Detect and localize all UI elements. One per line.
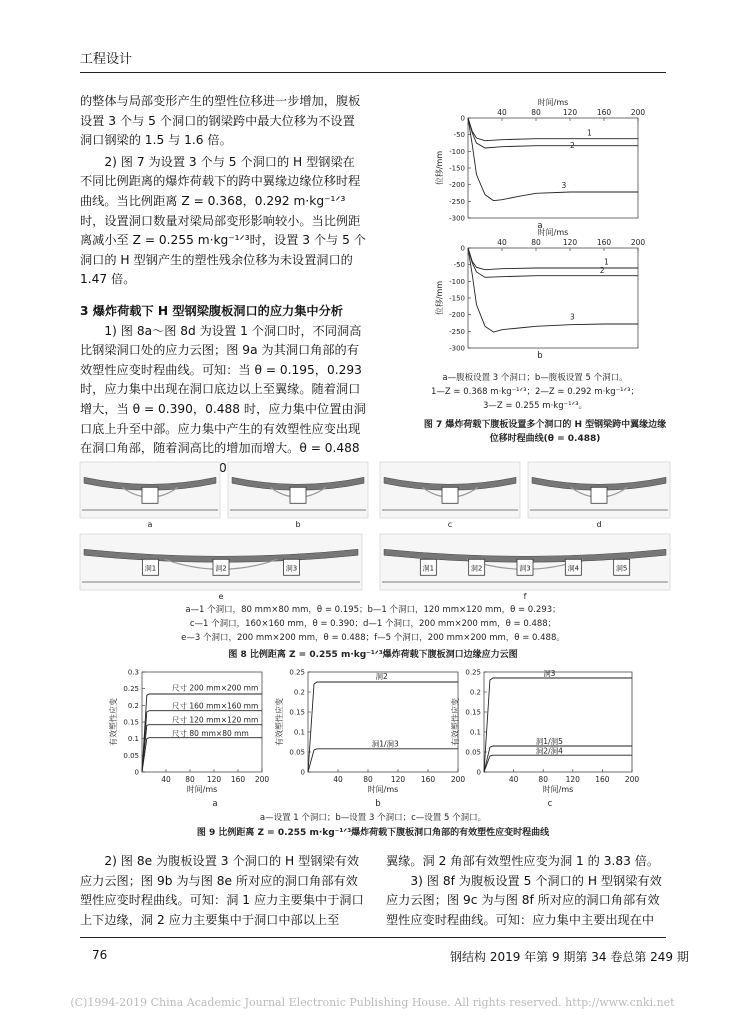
fig9b-label: b	[375, 799, 381, 809]
paragraph: 3) 图 8f 为腹板设置 5 个洞口的 H 型钢梁有效应力云图；图 9c 为与图 8f 所对应的洞口角部有效塑性应变时程曲线。可知：应力集中主要出现在中	[386, 873, 662, 927]
x-tick-label: 40	[333, 775, 343, 784]
y-axis-label: 有效塑性应变	[275, 698, 284, 746]
y-tick-label: 0.1	[293, 728, 305, 737]
series-line	[468, 118, 638, 141]
y-tick-label: 0.2	[127, 701, 139, 710]
x-tick-label: 160	[595, 775, 610, 784]
y-tick-label: 0	[460, 244, 465, 253]
series-line	[468, 248, 638, 332]
series-label: 1	[587, 128, 592, 138]
panel-label: b	[295, 520, 301, 529]
x-tick-label: 120	[206, 775, 222, 784]
x-tick-label: 40	[508, 775, 519, 784]
y-tick-label: 0.25	[465, 668, 481, 677]
fig7-caption: 图 7 爆炸荷载下腹板设置多个洞口的 H 型钢梁跨中翼缘边缘位移时程曲线(θ = 0.488)	[423, 420, 667, 444]
x-tick-label: 80	[538, 775, 548, 784]
copyright-line: (C)1994-2019 China Academic Journal Electronic Publishing House. All rights reserved. http://www.cnki.net	[70, 996, 675, 1009]
page-number: 76	[92, 948, 108, 962]
section-heading: 3 爆炸荷载下 H 型钢梁腹板洞口的应力集中分析	[80, 303, 343, 318]
series-label: 尺寸 200 mm×200 mm	[172, 683, 259, 693]
paragraph: 2) 图 7 为设置 3 个与 5 个洞口的 H 型钢梁在不同比例距离的爆炸荷载下的跨中翼缘边缘位移时程曲线。当比例距离 Z = 0.368，0.292 m·kg⁻¹ᐟ³时，设置洞口数量对梁局部变形影响较小。当比例距离减小至 Z = 0.255 m·kg⁻¹ᐟ³时，设置 3 个与 5 个洞口的 H 型钢产生的塑性残余位移为未设置洞口的 1.47 倍。	[80, 154, 366, 287]
figure-9-charts	[109, 664, 652, 804]
y-tick-label: 0.25	[289, 668, 305, 677]
x-tick-label: 80	[531, 108, 541, 117]
series-label: 尺寸 120 mm×120 mm	[172, 715, 259, 725]
panel-label: c	[447, 520, 453, 529]
series-label: 洞1/洞3	[371, 739, 399, 749]
journal-info: 钢结构 2019 年第 9 期第 34 卷总第 249 期	[450, 950, 689, 964]
series-label: 洞3	[543, 669, 556, 678]
y-axis-label: 位移/mm	[435, 150, 444, 186]
y-tick-label: 0.1	[469, 728, 481, 737]
y-axis-label: 有效塑性应变	[109, 698, 118, 746]
y-tick-label: 0	[300, 768, 305, 777]
y-tick-label: 0.15	[289, 708, 305, 717]
y-tick-label: 0	[476, 768, 481, 777]
y-tick-label: 0.3	[127, 668, 139, 677]
panel-label: d	[596, 520, 602, 529]
y-tick-label: 0.2	[293, 688, 305, 697]
y-tick-label: 0.05	[465, 748, 481, 757]
y-tick-label: -50	[453, 261, 465, 270]
y-tick-label: -200	[449, 311, 465, 320]
x-axis-label: 时间/ms	[537, 228, 569, 237]
fig8-legend: e—3 个洞口，200 mm×200 mm，θ = 0.488；f—5 个洞口，200 mm×200 mm，θ = 0.488。	[181, 633, 565, 643]
series-line	[308, 682, 458, 772]
paragraph: 1) 图 8a～图 8d 为设置 1 个洞口时，不同洞高比钢梁洞口处的应力云图；图 9a 为其洞口角部的有效塑性应变时程曲线。可知：当 θ = 0.195，0.293 时，应力集中出现在洞口底边以上至翼缘。随着洞口增大，当 θ = 0.390，0.488 时，应力集中位置由洞口底上升至中部。应力集中产生的有效塑性应变出现在洞口角部，随着洞高比的增加而增大。θ = 0.488	[80, 323, 366, 456]
x-tick-label: 120	[562, 238, 578, 247]
x-axis-label: 时间/ms	[186, 785, 218, 794]
series-line	[468, 248, 638, 270]
fig8-caption: 图 8 比例距离 Z = 0.255 m·kg⁻¹ᐟ³爆炸荷载下腹板洞口边缘应力云图	[228, 650, 518, 660]
series-line	[142, 738, 262, 772]
series-label: 2	[599, 266, 605, 275]
running-header: 工程设计	[80, 52, 133, 67]
series-label: 尺寸 80 mm×80 mm	[172, 729, 249, 738]
series-label: 2	[570, 141, 575, 150]
fig9a-label: a	[212, 799, 218, 809]
y-tick-label: 0	[460, 114, 465, 123]
header-rule	[80, 72, 666, 73]
x-tick-label: 160	[596, 108, 612, 117]
plot-frame	[468, 248, 638, 348]
fig7b-label: b	[537, 351, 543, 361]
series-line	[308, 749, 458, 772]
web-hole	[591, 487, 607, 503]
series-label: 洞2	[375, 671, 388, 681]
hole-label: 洞3	[285, 564, 298, 573]
plot-frame	[468, 118, 638, 218]
y-tick-label: 0.05	[289, 748, 305, 757]
x-tick-label: 120	[565, 775, 580, 784]
y-tick-label: -250	[449, 197, 465, 206]
y-axis-label: 有效塑性应变	[451, 698, 460, 746]
paragraph: 翼缘。洞 2 角部有效塑性应变为洞 1 的 3.83 倍。	[386, 854, 660, 868]
x-tick-label: 80	[363, 775, 373, 784]
x-tick-label: 200	[254, 775, 270, 784]
y-tick-label: -300	[449, 344, 465, 353]
y-tick-label: -100	[449, 277, 465, 286]
fig7-legend: 3—Z = 0.255 m·kg⁻¹ᐟ³。	[483, 401, 587, 411]
x-tick-label: 160	[596, 238, 612, 247]
fig8-contours	[80, 462, 670, 602]
y-tick-label: 0.2	[469, 688, 481, 697]
fig7b-plot	[434, 227, 645, 353]
hole-label: 洞2	[215, 564, 227, 573]
panel-label: e	[218, 592, 224, 601]
hole-label: 洞4	[567, 564, 580, 573]
x-tick-label: 120	[562, 108, 578, 117]
x-tick-label: 40	[497, 108, 507, 117]
x-axis-label: 时间/ms	[367, 785, 399, 794]
series-line	[468, 118, 638, 201]
hole-label: 洞2	[470, 564, 483, 573]
y-tick-label: -200	[449, 181, 465, 190]
fig7-legend: a—腹板设置 3 个洞口；b—腹板设置 5 个洞口。	[442, 373, 628, 383]
series-label: 3	[570, 312, 575, 322]
panel-label: a	[147, 520, 153, 529]
web-hole	[290, 487, 306, 503]
x-tick-label: 40	[161, 775, 171, 784]
x-tick-label: 160	[230, 775, 246, 784]
fig7-legend: 1—Z = 0.368 m·kg⁻¹ᐟ³；2—Z = 0.292 m·kg⁻¹ᐟ³；	[431, 387, 639, 397]
x-tick-label: 80	[531, 238, 541, 247]
x-tick-label: 120	[390, 775, 406, 784]
x-tick-label: 80	[185, 775, 195, 784]
fig7a-plot	[434, 97, 645, 223]
hole-label: 洞5	[615, 564, 628, 573]
web-hole	[142, 487, 158, 503]
hole-label: 洞1	[422, 564, 435, 573]
fig9c-label: c	[547, 799, 553, 809]
series-line	[484, 678, 632, 772]
panel-label: f	[523, 592, 527, 601]
plot-frame	[308, 672, 458, 772]
hole-label: 洞3	[519, 564, 531, 573]
series-line	[484, 755, 632, 772]
bottom-left-column	[80, 852, 366, 930]
series-label: 洞1/洞5	[535, 737, 563, 746]
series-line	[468, 118, 638, 148]
y-tick-label: 0	[134, 768, 139, 777]
y-tick-label: -150	[449, 294, 465, 303]
y-tick-label: -300	[449, 214, 465, 223]
x-tick-label: 40	[497, 238, 507, 247]
footer-rule	[80, 937, 666, 938]
paragraph: 的整体与局部变形产生的塑性位移进一步增加，腹板设置 3 个与 5 个洞口的钢梁跨中最大位移为不设置洞口钢梁的 1.5 与 1.6 倍。	[80, 94, 361, 148]
y-tick-label: 0.25	[123, 685, 139, 694]
hole-label: 洞1	[144, 564, 157, 573]
series-label: 3	[561, 181, 567, 190]
series-label: 尺寸 160 mm×160 mm	[172, 701, 259, 711]
x-tick-label: 200	[630, 108, 646, 117]
series-line	[468, 248, 638, 277]
fig8-legend: a—1 个洞口，80 mm×80 mm，θ = 0.195；b—1 个洞口，120 mm×120 mm，θ = 0.293；	[185, 605, 561, 615]
x-tick-label: 200	[624, 775, 640, 784]
y-tick-label: 0.1	[127, 735, 139, 744]
series-label: 洞2/洞4	[535, 746, 563, 756]
figure-8-panels	[80, 462, 670, 602]
plot-frame	[484, 672, 632, 772]
left-text-column	[80, 92, 366, 478]
y-tick-label: -150	[449, 164, 465, 173]
y-tick-label: -100	[449, 147, 465, 156]
bottom-right-column	[386, 852, 670, 930]
y-axis-label: 位移/mm	[435, 280, 444, 316]
y-tick-label: 0.05	[123, 751, 139, 760]
y-tick-label: -250	[449, 327, 465, 336]
x-tick-label: 200	[450, 775, 466, 784]
fig9-legend: a—设置 1 个洞口；b—设置 3 个洞口；c—设置 5 个洞口。	[259, 813, 487, 823]
y-tick-label: 0.15	[465, 708, 481, 717]
y-tick-label: -50	[453, 131, 465, 140]
paragraph: 2) 图 8e 为腹板设置 3 个洞口的 H 型钢梁有效应力云图；图 9b 为与图 8e 所对应的洞口角部有效塑性应变时程曲线。可知：洞 1 应力主要集中于洞口上下边缘，洞 2 应力主要集中于洞口中部以上至	[80, 854, 364, 927]
x-tick-label: 160	[420, 775, 436, 784]
series-label: 1	[604, 257, 609, 267]
x-axis-label: 时间/ms	[542, 785, 574, 794]
fig9-caption: 图 9 比例距离 Z = 0.255 m·kg⁻¹ᐟ³爆炸荷载下腹板洞口角部的有效塑性应变时程曲线	[196, 828, 550, 838]
fig7a-label: a	[537, 221, 543, 231]
x-tick-label: 200	[630, 238, 646, 247]
y-tick-label: 0.15	[123, 718, 139, 727]
fig8-legend: c—1 个洞口，160×160 mm，θ = 0.390；d—1 个洞口，200 mm×200 mm，θ = 0.488；	[189, 619, 557, 629]
web-hole	[442, 487, 458, 503]
x-axis-label: 时间/ms	[537, 98, 569, 107]
